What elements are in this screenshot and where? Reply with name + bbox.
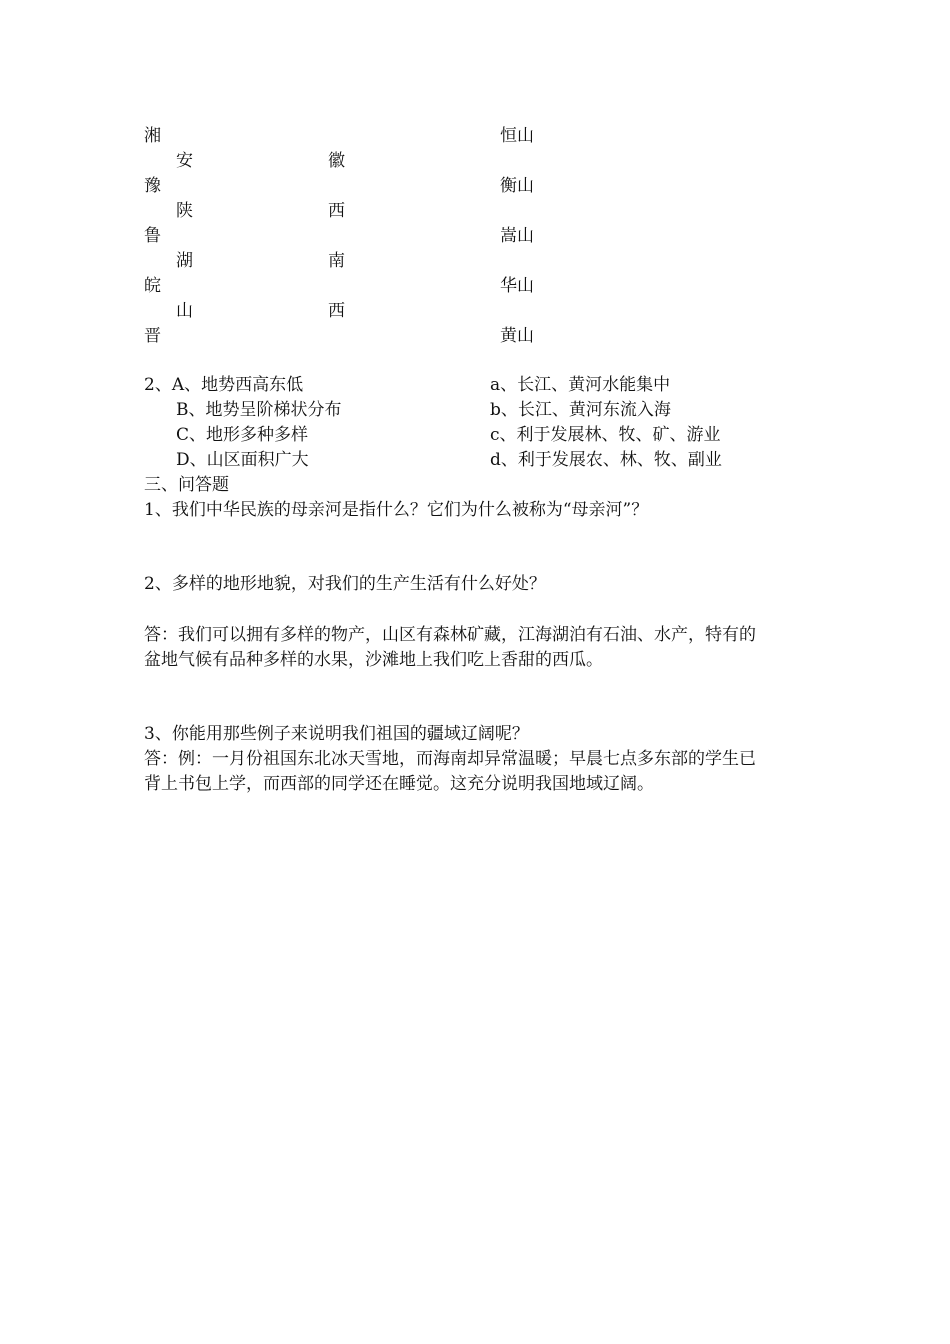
province-abbr: 鲁 [144, 226, 161, 246]
terrain-feature: B、地势呈阶梯状分布 [176, 400, 342, 420]
answer-3-line: 答：例：一月份祖国东北冰天雪地，而海南却异常温暖；早晨七点多东部的学生已 [144, 749, 756, 769]
terrain-effect: a、长江、黄河水能集中 [490, 375, 671, 395]
province-abbr: 豫 [144, 176, 161, 196]
mountain-name: 恒山 [500, 126, 534, 146]
terrain-effect: b、长江、黄河东流入海 [490, 400, 671, 420]
answer-2-line: 答：我们可以拥有多样的物产，山区有森林矿藏，江海湖泊有石油、水产，特有的 [144, 625, 756, 645]
terrain-feature: C、地形多种多样 [176, 425, 309, 445]
question-1: 1、我们中华民族的母亲河是指什么？它们为什么被称为“母亲河”？ [144, 500, 649, 520]
terrain-feature: D、山区面积广大 [176, 450, 309, 470]
province-abbr: 晋 [144, 326, 161, 346]
terrain-feature: 2、A、地势西高东低 [144, 375, 304, 395]
terrain-effect: c、利于发展林、牧、矿、游业 [490, 425, 721, 445]
province-name-char: 南 [328, 251, 345, 271]
mountain-name: 嵩山 [500, 226, 534, 246]
province-name-char: 安 [176, 151, 193, 171]
mountain-name: 华山 [500, 276, 534, 296]
province-abbr: 皖 [144, 276, 161, 296]
question-2: 2、多样的地形地貌，对我们的生产生活有什么好处？ [144, 574, 546, 594]
province-name-char: 西 [328, 201, 345, 221]
question-3: 3、你能用那些例子来说明我们祖国的疆域辽阔呢？ [144, 724, 529, 744]
answer-3-line: 背上书包上学，而西部的同学还在睡觉。这充分说明我国地域辽阔。 [144, 774, 654, 794]
province-name-char: 陕 [176, 201, 193, 221]
province-name-char: 山 [176, 301, 193, 321]
province-name-char: 西 [328, 301, 345, 321]
province-name-char: 湖 [176, 251, 193, 271]
answer-2-line: 盆地气候有品种多样的水果，沙滩地上我们吃上香甜的西瓜。 [144, 650, 603, 670]
province-abbr: 湘 [144, 126, 161, 146]
province-name-char: 徽 [328, 151, 345, 171]
mountain-name: 衡山 [500, 176, 534, 196]
terrain-effect: d、利于发展农、林、牧、副业 [490, 450, 722, 470]
section-heading: 三、问答题 [144, 475, 229, 495]
mountain-name: 黄山 [500, 326, 534, 346]
